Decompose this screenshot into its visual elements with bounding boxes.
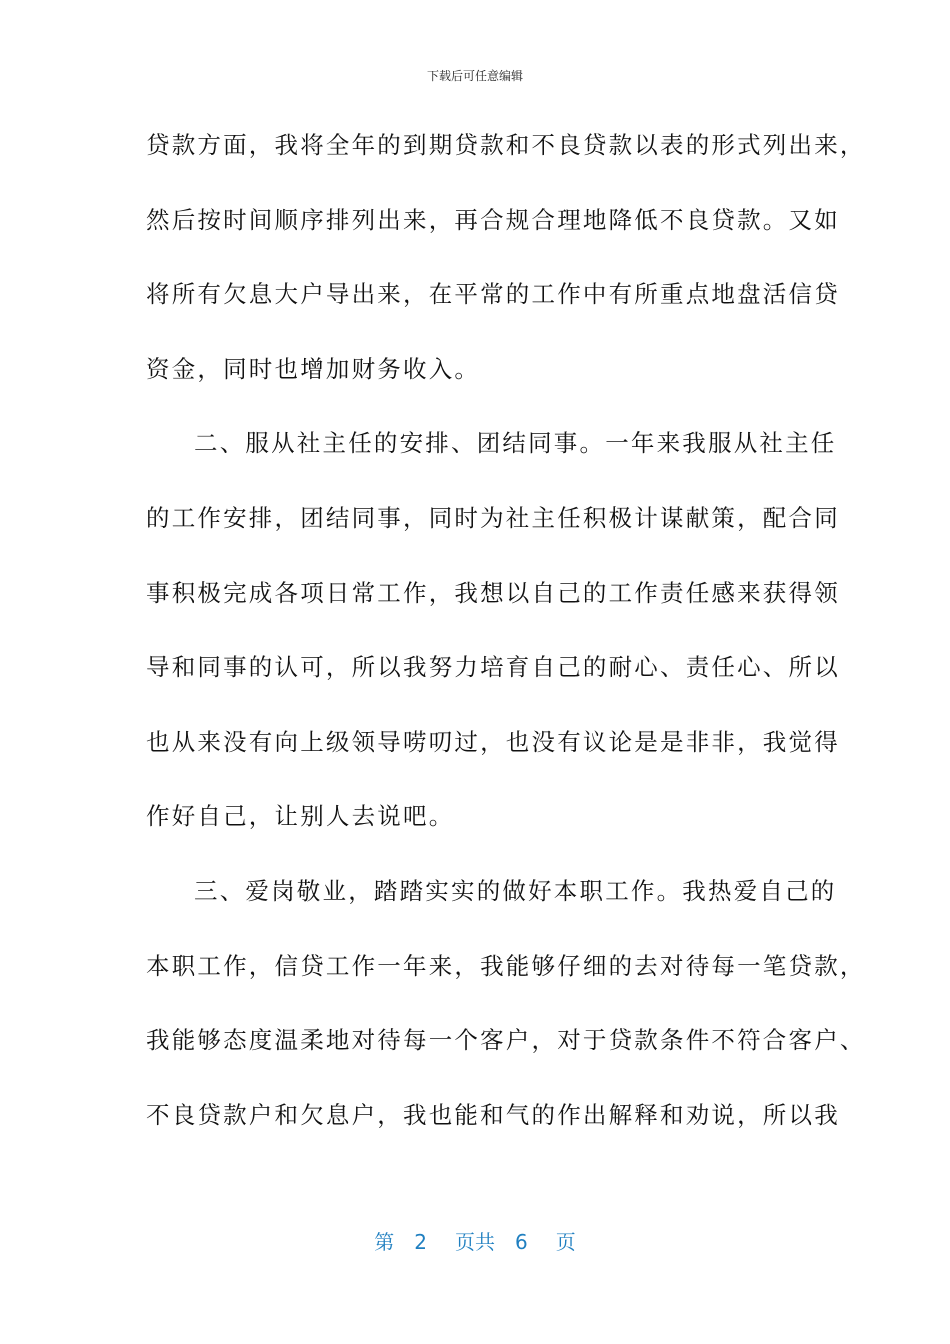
current-page-number: 2 bbox=[414, 1230, 427, 1254]
text-line: 资金，同时也增加财务收入。 bbox=[146, 354, 481, 383]
text-line: 不良贷款户和欠息户，我也能和气的作出解释和劝说，所以我 bbox=[146, 1100, 840, 1129]
text-line: 贷款方面，我将全年的到期贷款和不良贷款以表的形式列出来， bbox=[146, 131, 866, 159]
paragraph-start-line: 三、爱岗敬业，踏踏实实的做好本职工作。我热爱自己的 bbox=[194, 876, 837, 905]
footer-suffix: 页 bbox=[555, 1230, 576, 1254]
paragraph-start-line: 二、服从社主任的安排、团结同事。一年来我服从社主任 bbox=[194, 429, 837, 458]
text-line: 本职工作，信贷工作一年来，我能够仔细的去对待每一笔贷款， bbox=[146, 951, 866, 980]
text-line: 我能够态度温柔地对待每一个客户，对于贷款条件不符合客户、 bbox=[146, 1026, 866, 1055]
page-footer bbox=[0, 1226, 950, 1255]
footer-middle: 页共 bbox=[455, 1230, 495, 1254]
text-line: 的工作安排，团结同事，同时为社主任积极计谋献策，配合同 bbox=[146, 503, 840, 532]
total-pages-number: 6 bbox=[515, 1230, 528, 1254]
text-line: 也从来没有向上级领导唠叨过，也没有议论是是非非，我觉得 bbox=[146, 727, 840, 756]
footer-prefix: 第 bbox=[374, 1230, 395, 1254]
text-line: 事积极完成各项日常工作，我想以自己的工作责任感来获得领 bbox=[146, 578, 840, 607]
text-line: 导和同事的认可，所以我努力培育自己的耐心、责任心、所以 bbox=[146, 653, 840, 682]
page-header: 下载后可任意编辑 bbox=[426, 69, 523, 83]
text-line: 然后按时间顺序排列出来，再合规合理地降低不良贷款。又如 bbox=[146, 205, 840, 234]
document-body bbox=[146, 122, 866, 1166]
text-line: 作好自己，让别人去说吧。 bbox=[146, 802, 455, 831]
text-line: 将所有欠息大户导出来，在平常的工作中有所重点地盘活信贷 bbox=[146, 280, 840, 309]
